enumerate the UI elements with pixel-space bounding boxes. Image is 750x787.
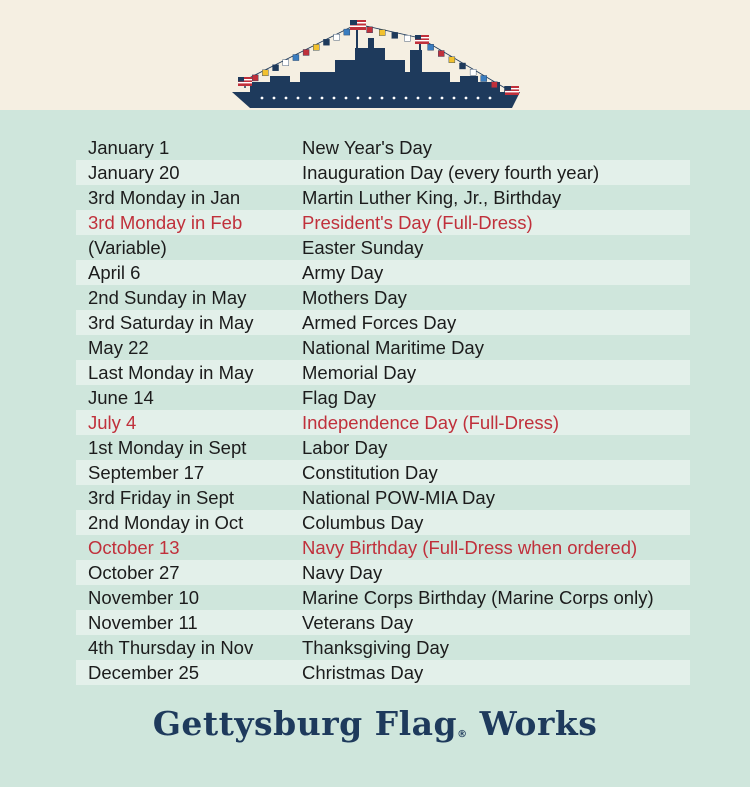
signal-flag [379,30,385,36]
holiday-name: Navy Day [302,561,383,583]
porthole [273,97,276,100]
signal-flag [273,65,279,71]
porthole [369,97,372,100]
holiday-row [76,335,690,360]
dressed-ship-illustration [0,0,750,115]
porthole [381,97,384,100]
holiday-date: (Variable) [88,236,167,258]
porthole [285,97,288,100]
holiday-date: July 4 [88,411,137,433]
holiday-row [76,410,690,435]
holiday-name: Flag Day [302,386,377,408]
holiday-row [76,385,690,410]
holiday-name: Constitution Day [302,461,438,483]
porthole [333,97,336,100]
holiday-date: January 1 [88,136,170,158]
brand-logo [0,704,750,743]
holiday-row [76,660,690,685]
signal-flag [367,27,373,33]
signal-flag [491,82,497,88]
holiday-date: 2nd Monday in Oct [88,511,244,533]
holiday-row [76,560,690,585]
holiday-date: 3rd Monday in Feb [88,211,243,233]
holiday-name: Armed Forces Day [302,311,457,333]
holiday-date: November 11 [88,611,198,633]
holiday-date: January 20 [88,161,180,183]
holiday-row [76,210,690,235]
holiday-row [76,235,690,260]
signal-flag [303,49,309,55]
holiday-name: Navy Birthday (Full-Dress when ordered) [302,536,638,558]
holiday-date: October 27 [88,561,180,583]
holiday-name: Thanksgiving Day [302,636,450,658]
holiday-name: Easter Sunday [302,236,424,258]
porthole [309,97,312,100]
holiday-name: Mothers Day [302,286,407,308]
porthole [297,97,300,100]
holiday-date: 1st Monday in Sept [88,436,247,458]
signal-flag [404,35,410,41]
porthole [321,97,324,100]
holiday-row [76,160,690,185]
signal-flag [392,32,398,38]
brand-name-part2: Works [479,704,598,743]
signal-flag [334,34,340,40]
holiday-row [76,285,690,310]
holiday-date: 4th Thursday in Nov [88,636,254,658]
signal-flag [252,75,258,81]
signal-flag [438,51,444,57]
holiday-name: Veterans Day [302,611,414,633]
holiday-name: Independence Day (Full-Dress) [302,411,560,433]
holiday-name: Inauguration Day (every fourth year) [302,161,600,183]
us-flag-icon [415,35,429,44]
us-flag-icon [505,86,519,95]
holiday-row [76,360,690,385]
holiday-date: 3rd Saturday in May [88,311,254,333]
holiday-row [76,485,690,510]
holiday-name: Columbus Day [302,511,424,533]
signal-flag [481,76,487,82]
holiday-row [76,260,690,285]
holiday-name: Army Day [302,261,384,283]
holiday-date: December 25 [88,661,200,683]
holiday-row [76,585,690,610]
porthole [429,97,432,100]
holiday-date: October 13 [88,536,180,558]
holiday-date: September 17 [88,461,205,483]
porthole [405,97,408,100]
signal-flag [323,39,329,45]
signal-flag [344,29,350,35]
holiday-date: Last Monday in May [88,361,254,383]
holiday-name: Marine Corps Birthday (Marine Corps only) [302,586,654,608]
holiday-name: Martin Luther King, Jr., Birthday [302,186,562,208]
porthole [345,97,348,100]
holiday-name: National Maritime Day [302,336,484,358]
porthole [261,97,264,100]
holiday-date: May 22 [88,336,149,358]
holiday-row [76,135,690,160]
holiday-date: 2nd Sunday in May [88,286,247,308]
holiday-name: Christmas Day [302,661,424,683]
holiday-date: November 10 [88,586,200,608]
porthole [393,97,396,100]
holiday-row [76,535,690,560]
porthole [441,97,444,100]
signal-flag [262,70,268,76]
holiday-row [76,460,690,485]
signal-flag [283,60,289,66]
porthole [489,97,492,100]
porthole [477,97,480,100]
holiday-name: National POW-MIA Day [302,486,495,508]
signal-flag [470,69,476,75]
holiday-row [76,310,690,335]
holiday-name: Memorial Day [302,361,417,383]
holiday-row [76,610,690,635]
holiday-date: June 14 [88,386,154,408]
holiday-table [76,135,690,685]
holiday-row [76,435,690,460]
signal-flag [313,44,319,50]
holiday-date: April 6 [88,261,141,283]
porthole [465,97,468,100]
signal-flag [449,57,455,63]
holiday-name: President's Day (Full-Dress) [302,211,533,233]
holiday-name: New Year's Day [302,136,433,158]
us-flag-icon [238,77,252,86]
us-flag-icon [350,20,366,30]
holiday-name: Labor Day [302,436,388,458]
registered-mark: ® [457,729,468,740]
signal-flag [460,63,466,69]
holiday-row [76,510,690,535]
porthole [453,97,456,100]
porthole [357,97,360,100]
holiday-date: 3rd Monday in Jan [88,186,241,208]
holiday-row [76,635,690,660]
brand-name-part1: Gettysburg Flag [152,704,458,743]
signal-flag [293,55,299,61]
holiday-row [76,185,690,210]
signal-flag [428,44,434,50]
holiday-date: 3rd Friday in Sept [88,486,235,508]
porthole [417,97,420,100]
